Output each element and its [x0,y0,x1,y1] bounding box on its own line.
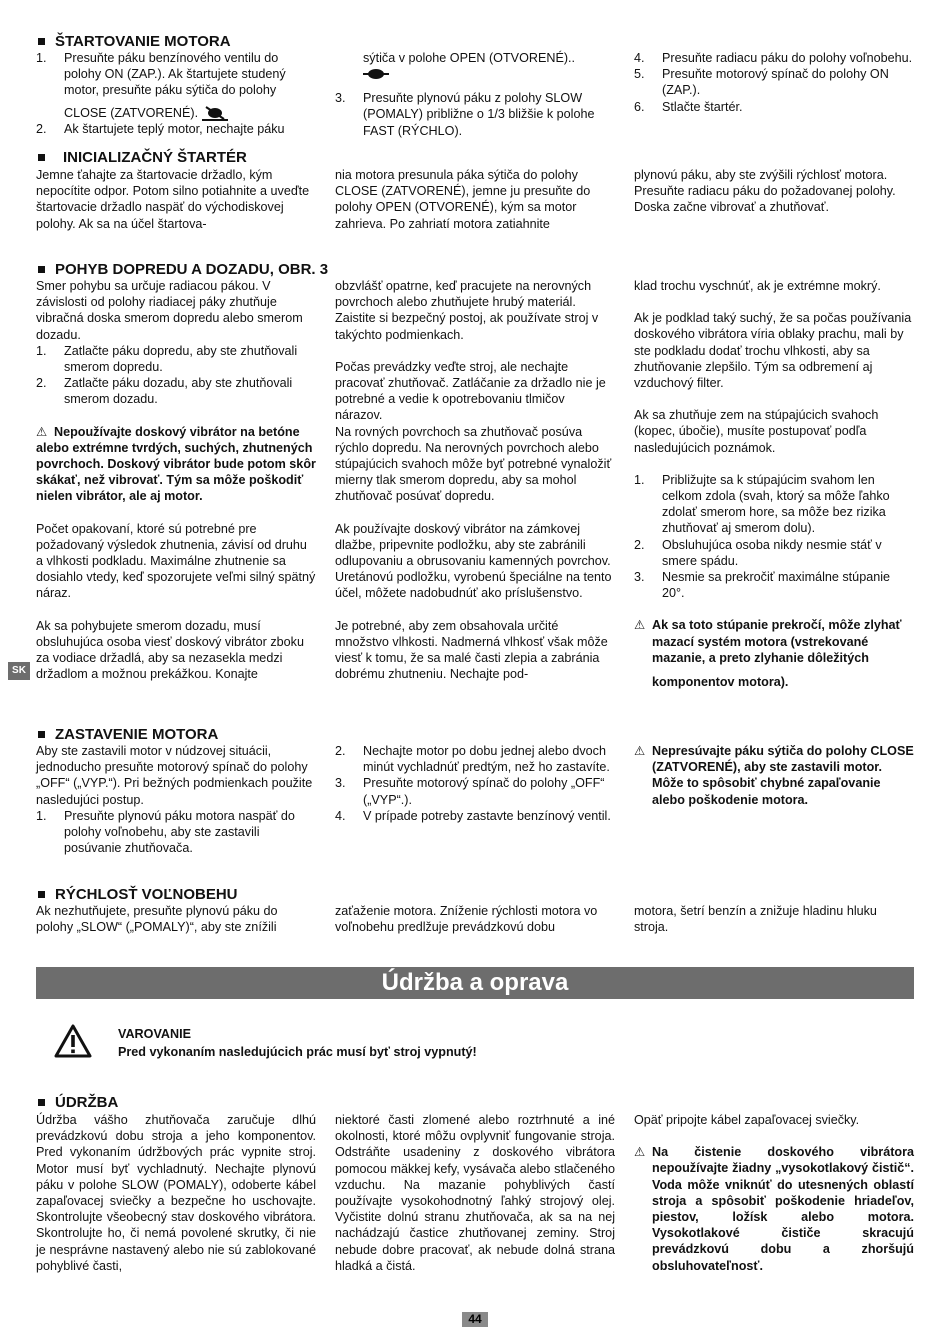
list-item: 2. Obsluhujúca osoba nikdy nesmie stáť v smere spádu. [634,537,882,568]
list-item: 2. Ak štartujete teplý motor, nechajte páku [36,122,285,137]
move-col1: Smer pohybu sa určuje radiacou pákou. V závislosti od polohy riadiacej páky zhutňuje vibračná doska smerom dopredu alebo smerom dozadu. 1. Zatlačte páku dopredu, aby ste zhutňovali smerom dopredu. 2. Zatlačte páku dozadu, aby ste zhutňovali smerom dozadu. ⚠ Nepoužívajte doskový vibrátor na betóne alebo extrémne tvrdých, suchých, zhutnených povrchoch. Doskový vibrátor bude potom skôr skákať, než vibrovať. Tým sa môže poškodiť nielen vibrátor, ale aj motor. Počet opakovaní, ktoré sú potrebné pre požadovaný výsledok zhutnenia, závisí od druhu a vlhkosti podkladu. Maximálne zhutnenie sa dosiahlo vtedy, keď spozorujete veľmi silný spätný náraz. Ak sa pohybujete smerom dozadu, musí obsluhujúca osoba viesť doskový vibrátor zboku za vodiace držadlá, aby sa nezasekla medzi držadlom a možnou prekážkou. Konajte [36,279,316,682]
start-col3 [634,50,914,115]
section-heading-maint: ÚDRŽBA [36,1094,118,1112]
stop-col2 [335,743,615,824]
idle-col3: motora, šetrí benzín a znižuje hladinu hluku stroja. [634,904,877,935]
list-item: 3. Nesmie sa prekročiť maximálne stúpanie 20°. [634,570,891,601]
move-col2: obzvlášť opatrne, keď pracujete na nerovných povrchoch alebo zhutňujete hrubý materiál. Zaistite si bezpečný postoj, ak používate stroj v takýchto podmienkach. Počas prevádzky veďte stroj, ale nechajte pracovať zhutňovač. Zatláčanie za držadlo nie je potrebné a vedie k opotrebovaniu tlmičov nárazov. Na rovných povrchoch sa zhutňovač posúva rýchlo dopredu. Na nerovných povrchoch alebo stúpajúcich svahoch môže byť potrebné vynaložiť mierny tlak smerom dopredu, aby sa mohol zhutňovač posúvať dopredu. Ak používajte doskový vibrátor na zámkovej dlažbe, pripevnite podložku, aby ste zabránili odlupovaniu a obrusovaniu kamenných povrchov. Uretánovú podložku, vyrobenú špeciálne na tento účel, môžete nadobudnúť ako príslušenstvo. Je potrebné, aby zem obsahovala určité množstvo vlhkosti. Nadmerná vlhkosť však môže viesť k tomu, že sa malé časti zlepia a zabránia dobrému zhutneniu. Nechajte pod- [335,279,612,682]
warning-triangle-icon: ⚠ [634,1145,646,1160]
list-item: 2. Zatlačte páku dozadu, aby ste zhutňovali smerom dozadu. [36,376,293,407]
stop-col1: Aby ste zastavili motor v núdzovej situácii, jednoducho presuňte motorový spínač do polohy „OFF“ („VYP.“). Pri bežných podmienkach použite nasledujúci postup. 1. Presuňte plynovú páku motora naspäť do polohy voľnobehu, aby ste zastavili posúvanie zhutňovača. [36,743,316,856]
list-item: 4. Presuňte radiacu páku do polohy voľnobehu. [634,51,913,65]
init-col3: plynovú páku, aby ste zvýšili rýchlosť motora. Presuňte radiacu páku do požadovanej polohy. Doska začne vibrovať a zhutňovať. [634,168,896,215]
maint-col2: niektoré časti zlomené alebo roztrhnuté a iné okolnosti, ktoré môžu ovplyvniť fungovanie stroja. Odstráňte usadeniny z doskového vibrátora pomocou mäkkej kefy, vysávača alebo stlačeného vzduchu. Na mazanie pohyblivých častí používajte vysokohodnotný ľahký strojový olej. Vyčistite dolnú stranu zhutňovača, ak sa na nej nachádzajú častice zhutňovanej zeminy. Stroj nebude dobre pracovať, ak nebude dolná strana hladká a čistá. [335,1113,615,1273]
list-item: 1. Zatlačte páku dopredu, aby ste zhutňovali smerom dopredu. [36,343,298,375]
choke-closed-icon [202,105,228,121]
warning-triangle-icon: ⚠ [634,618,646,633]
list-item: 3. Presuňte plynovú páku z polohy SLOW (POMALY) približne o 1/3 bližšie k polohe FAST (RÝCHLO). [335,91,595,138]
warning-triangle-icon: ⚠ [36,424,48,439]
warning-note: ⚠ Nepresúvajte páku sýtiča do polohy CLOSE (ZATVORENÉ), aby ste zastavili motor. Môže to spôsobiť chybné zapaľovanie alebo poškodenie motora. [634,744,914,807]
chapter-title-band: Údržba a oprava [36,967,914,999]
init-col2: nia motora presunula páka sýtiča do polohy CLOSE (ZATVORENÉ), jemne ju presuňte do polohy OPEN (OTVORENÉ), kým sa motor zahrieva. Po zahriatí motora zatiahnite [335,168,591,231]
maint-col1: Údržba vášho zhutňovača zaručuje dlhú prevádzkovú dobu stroja a jeho komponentov. Pred vykonaním údržbových prác vypnite stroj. Motor musí byť vychladnutý. Nechajte plynovú páku v polohe SLOW (POMALY), odoberte kábel zapaľovacej sviečky a bezpečne ho uschovajte. Skontrolujte všeobecný stav doskového vibrátora. Skontrolujte ho, či nemá povolené skrutky, či nie je nesprávne nastavený alebo nie sú zablokované pohyblivé časti, [36,1113,316,1273]
idle-col1: Ak nezhutňujete, presuňte plynovú páku do polohy „SLOW“ („POMALY)“, aby ste znížili [36,904,278,935]
stop-col3 [634,743,914,808]
list-item: 5. Presuňte motorový spínač do polohy ON (ZAP.). [634,67,889,98]
page-number: 44 [462,1312,488,1327]
warning-triangle-icon: ⚠ [634,744,646,758]
choke-open-icon [363,66,389,82]
idle-col2: zaťaženie motora. Zníženie rýchlosti motora vo voľnobehu predlžuje prevádzkovú dobu [335,904,598,935]
section-heading-idle: RÝCHLOSŤ VOĽNOBEHU [36,886,238,904]
section-heading-start: ŠTARTOVANIE MOTORA [36,33,231,51]
warning-title: VAROVANIE [118,1027,192,1041]
list-item: 6. Stlačte štartér. [634,99,743,114]
init-col1: Jemne ťahajte za štartovacie držadlo, kým nepocítite odpor. Potom silno potiahnite a uveďte štartovacie držadlo naspäť do východiskovej polohy. Ak sa na účel štartova- [36,168,310,231]
start-col1 [36,50,316,137]
warning-note: ⚠ Ak sa toto stúpanie prekročí, môže zlyhať mazací systém motora (vstrekované mazanie, a preto zlyhanie dôležitých komponentov motora). [634,618,902,690]
warning-triangle-icon [54,1024,92,1062]
list-item: 1. Presuňte páku benzínového ventilu do polohy ON (ZAP.). Ak štartujete studený motor, presuňte páku sýtiča do polohy CLOSE (ZATVORENÉ). [36,51,286,120]
list-item: 1. Približujte sa k stúpajúcim svahom len celkom zdola (svah, ktorý sa môže ľahko zdolať smerom hore, sa môže bez rizika zhutňovať aj smerom dolu). [634,472,890,536]
warning-text: Pred vykonaním nasledujúcich prác musí byť stroj vypnutý! [118,1045,477,1059]
warning-note: ⚠ Nepoužívajte doskový vibrátor na betóne alebo extrémne tvrdých, suchých, zhutnených povrchoch. Doskový vibrátor bude potom skôr skákať, než vibrovať. Tým sa môže poškodiť nielen vibrátor, ale aj motor. [36,424,316,504]
section-heading-move: POHYB DOPREDU A DOZADU, OBR. 3 [36,261,328,279]
list-item: 2. Nechajte motor po dobu jednej alebo dvoch minút vychladnúť predtým, než ho zastavíte. [335,744,610,775]
list-item: 3. Presuňte motorový spínač do polohy „OFF“ („VYP“.). [335,776,605,807]
list-item: 1. Presuňte plynovú páku motora naspäť do polohy voľnobehu, aby ste zastavili posúvanie zhutňovača. [36,808,295,856]
section-heading-stop: ZASTAVENIE MOTORA [36,726,218,744]
move-col3: klad trochu vyschnúť, ak je extrémne mokrý. Ak je podklad taký suchý, že sa počas používania doskového vibrátora víria oblaky prachu, mali by ste podkladu dodať trochu vlhkosti, aby sa zhutňovanie zlepšilo. Tým sa odbremení aj vzduchový filter. Ak sa zhutňuje zem na stúpajúcich svahoch (kopec, úbočie), musíte postupovať podľa nasledujúcich poznámok. 1. Približujte sa k stúpajúcim svahom len celkom zdola (svah, ktorý sa môže ľahko zdolať smerom hore, sa môže bez rizika zhutňovať aj smerom dolu). 2. Obsluhujúca osoba nikdy nesmie stáť v smere spádu. 3. Nesmie sa prekročiť maximálne stúpanie 20°. ⚠ Ak sa toto stúpanie prekročí, môže zlyhať mazací systém motora (vstrekované mazanie, a preto zlyhanie dôležitých komponentov motora). [634,278,914,690]
maint-col3: Opäť pripojte kábel zapaľovacej sviečky. ⚠ Na čistenie doskového vibrátora nepoužívajte žiadny „vysokotlakový čistič“. Voda môže vniknúť do utesnených oblastí stroja a spôsobiť poškodenie hriadeľov, piestov, ložísk alebo motora. Vysokotlakové čističe skracujú prevádzkovú dobu a zhoršujú obsluhovateľnosť. [634,1113,914,1273]
start-col2: sýtiča v polohe OPEN (OTVORENÉ).. 3. Presuňte plynovú páku z polohy SLOW (POMALY) približne o 1/3 bližšie k polohe FAST (RÝCHLO). [335,50,615,139]
list-item: 4. V prípade potreby zastavte benzínový ventil. [335,808,611,823]
warning-note: ⚠ Na čistenie doskového vibrátora nepoužívajte žiadny „vysokotlakový čistič“. Voda môže vniknúť do utesnených oblastí stroja a spôsobiť poškodenie hriadeľov, piestov, ložísk alebo motora. Vysokotlakové čističe skracujú prevádzkovú dobu a zhoršujú obsluhovateľnosť. [634,1145,914,1273]
language-tab: SK [8,662,30,680]
section-heading-init: INICIALIZAČNÝ ŠTARTÉR [36,149,247,167]
